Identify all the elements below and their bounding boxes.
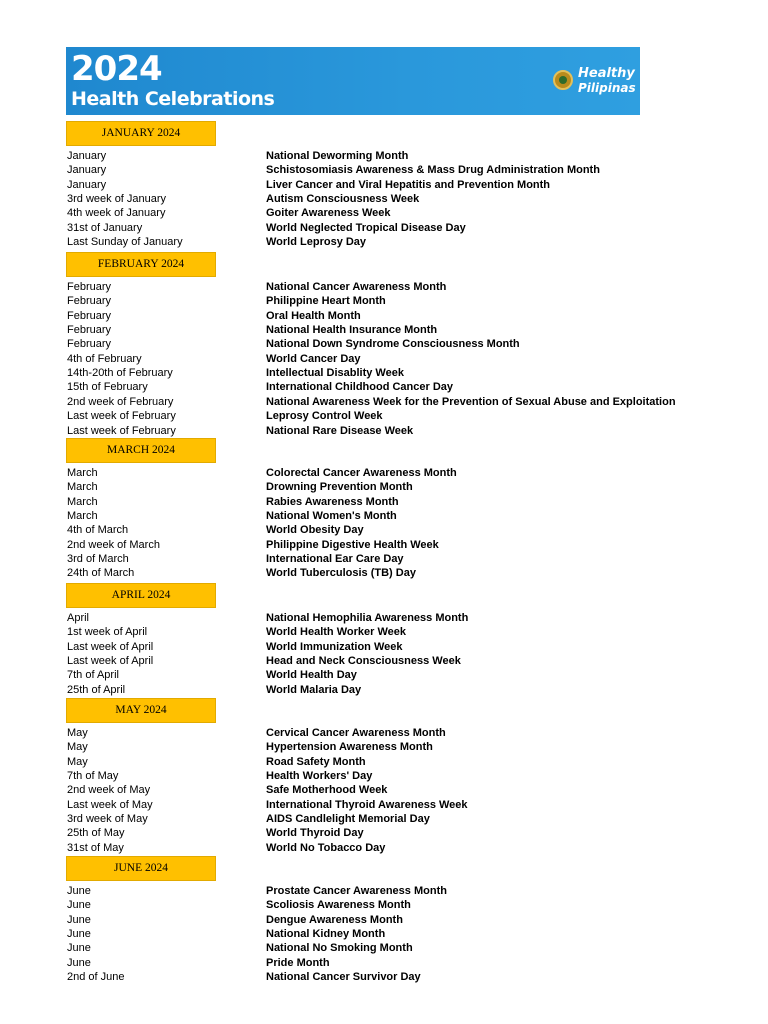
- celebration-date: 4th week of January: [67, 207, 166, 220]
- celebration-name: National Down Syndrome Consciousness Month: [266, 338, 520, 351]
- celebration-row: [67, 611, 707, 625]
- month-header: FEBRUARY 2024: [66, 252, 216, 277]
- celebration-name: Colorectal Cancer Awareness Month: [266, 467, 457, 479]
- celebration-date: June: [67, 885, 91, 897]
- celebration-row: [67, 726, 707, 740]
- celebration-date: May: [67, 727, 88, 739]
- celebration-name: International Childhood Cancer Day: [266, 381, 454, 394]
- celebration-date: March: [67, 467, 98, 479]
- celebration-row: [67, 566, 707, 580]
- celebration-row: [67, 683, 707, 697]
- celebration-name: Pride Month: [266, 956, 330, 969]
- celebration-date: 7th of May: [67, 770, 119, 783]
- celebration-date: 4th of March: [67, 524, 129, 537]
- celebration-date: January: [67, 178, 107, 191]
- celebration-row: [67, 552, 707, 566]
- celebration-date: Last week of May: [67, 798, 153, 811]
- celebration-name: World No Tobacco Day: [266, 841, 386, 854]
- celebration-date: Last week of February: [67, 410, 176, 423]
- celebration-name: World Immunization Week: [266, 640, 403, 653]
- celebration-date: 15th of February: [67, 381, 148, 394]
- celebration-name: Road Safety Month: [266, 755, 366, 768]
- celebration-date: 1st week of April: [67, 626, 148, 639]
- celebration-row: [67, 884, 707, 898]
- celebration-row: [67, 654, 707, 668]
- celebration-name: Cervical Cancer Awareness Month: [266, 727, 446, 739]
- celebration-name: National Health Insurance Month: [266, 324, 438, 337]
- celebration-name: Philippine Heart Month: [266, 295, 386, 308]
- celebration-date: 3rd of March: [67, 553, 129, 566]
- celebration-name: World Cancer Day: [266, 352, 361, 365]
- celebration-date: February: [67, 281, 112, 293]
- banner-title: Health Celebrations: [71, 88, 275, 110]
- celebration-name: World Tuberculosis (TB) Day: [266, 567, 416, 580]
- celebration-date: April: [67, 612, 90, 624]
- celebration-row: [67, 509, 707, 523]
- celebration-name: Head and Neck Consciousness Week: [266, 655, 461, 668]
- celebration-date: Last Sunday of January: [67, 236, 183, 249]
- celebration-date: March: [67, 481, 98, 494]
- celebration-date: May: [67, 755, 88, 768]
- doh-seal-icon: [553, 70, 573, 90]
- healthy-pilipinas-logo: [578, 67, 638, 95]
- celebration-date: June: [67, 899, 91, 912]
- celebration-row: [67, 841, 707, 855]
- celebration-name: Safe Motherhood Week: [266, 784, 388, 797]
- celebration-row: [67, 424, 707, 438]
- celebration-row: [67, 927, 707, 941]
- celebration-date: February: [67, 324, 112, 337]
- celebration-date: March: [67, 510, 98, 523]
- celebration-name: International Ear Care Day: [266, 553, 404, 566]
- celebration-row: [67, 366, 707, 380]
- celebration-date: 4th of February: [67, 352, 142, 365]
- celebration-row: [67, 812, 707, 826]
- celebration-name: National Rare Disease Week: [266, 424, 414, 437]
- celebration-name: International Thyroid Awareness Week: [266, 798, 468, 811]
- celebration-row: [67, 380, 707, 394]
- celebration-date: 7th of April: [67, 669, 119, 682]
- celebration-date: January: [67, 150, 107, 162]
- celebration-row: [67, 956, 707, 970]
- celebration-row: [67, 625, 707, 639]
- celebration-row: [67, 235, 707, 249]
- celebration-name: World Neglected Tropical Disease Day: [266, 221, 466, 234]
- celebration-name: Scoliosis Awareness Month: [266, 899, 411, 912]
- celebration-date: 3rd week of May: [67, 813, 148, 826]
- celebration-date: 14th-20th of February: [67, 367, 173, 380]
- month-header: MARCH 2024: [66, 438, 216, 463]
- celebration-name: AIDS Candlelight Memorial Day: [266, 813, 430, 826]
- celebration-row: [67, 798, 707, 812]
- celebration-name: Goiter Awareness Week: [266, 207, 391, 220]
- celebration-date: February: [67, 295, 112, 308]
- celebration-row: [67, 352, 707, 366]
- celebration-date: June: [67, 956, 91, 969]
- celebration-row: [67, 826, 707, 840]
- celebration-date: 2nd week of May: [67, 784, 151, 797]
- celebration-name: World Thyroid Day: [266, 827, 364, 840]
- celebration-date: January: [67, 164, 107, 177]
- logo-line-2: Pilipinas: [578, 81, 636, 95]
- banner-year: 2024: [71, 49, 162, 89]
- celebration-name: Health Workers' Day: [266, 770, 373, 783]
- celebration-date: 31st of May: [67, 841, 124, 854]
- celebration-name: National Hemophilia Awareness Month: [266, 612, 469, 624]
- celebration-row: [67, 495, 707, 509]
- celebration-date: February: [67, 309, 112, 322]
- celebration-row: [67, 755, 707, 769]
- celebration-row: [67, 149, 707, 163]
- logo-line-1: Healthy: [578, 66, 635, 81]
- celebration-name: World Leprosy Day: [266, 236, 367, 249]
- celebration-date: Last week of April: [67, 655, 154, 668]
- celebration-date: 25th of May: [67, 827, 125, 840]
- celebration-name: Philippine Digestive Health Week: [266, 538, 439, 551]
- celebration-name: Hypertension Awareness Month: [266, 741, 433, 754]
- celebration-name: Liver Cancer and Viral Hepatitis and Prevention Month: [266, 178, 551, 191]
- celebration-row: [67, 898, 707, 912]
- header-banner: [66, 47, 640, 115]
- celebration-date: May: [67, 741, 88, 754]
- celebration-date: 24th of March: [67, 567, 135, 580]
- celebration-name: National Women's Month: [266, 510, 397, 523]
- celebration-name: National Awareness Week for the Prevention of Sexual Abuse and Exploitation: [266, 395, 676, 408]
- celebration-date: March: [67, 495, 98, 508]
- celebration-name: World Malaria Day: [266, 683, 362, 696]
- celebration-row: [67, 769, 707, 783]
- celebration-row: [67, 523, 707, 537]
- celebration-row: [67, 538, 707, 552]
- celebration-row: [67, 309, 707, 323]
- celebration-name: Autism Consciousness Week: [266, 193, 420, 206]
- celebration-date: 2nd week of February: [67, 395, 174, 408]
- celebration-name: Rabies Awareness Month: [266, 495, 399, 508]
- celebration-date: 2nd week of March: [67, 538, 160, 551]
- celebration-date: 31st of January: [67, 221, 143, 234]
- celebration-row: [67, 480, 707, 494]
- celebration-name: Dengue Awareness Month: [266, 913, 403, 926]
- celebration-row: [67, 206, 707, 220]
- celebration-row: [67, 294, 707, 308]
- celebration-row: [67, 337, 707, 351]
- celebration-row: [67, 221, 707, 235]
- celebration-name: Schistosomiasis Awareness & Mass Drug Administration Month: [266, 164, 600, 177]
- celebration-name: Oral Health Month: [266, 309, 361, 322]
- celebration-date: June: [67, 928, 91, 941]
- celebration-name: World Obesity Day: [266, 524, 364, 537]
- celebration-row: [67, 192, 707, 206]
- celebration-row: [67, 941, 707, 955]
- celebration-date: Last week of April: [67, 640, 154, 653]
- celebration-name: National Kidney Month: [266, 928, 386, 941]
- celebration-row: [67, 640, 707, 654]
- celebration-date: June: [67, 942, 91, 955]
- celebration-row: [67, 783, 707, 797]
- celebration-date: 25th of April: [67, 683, 126, 696]
- month-header: APRIL 2024: [66, 583, 216, 608]
- celebration-row: [67, 280, 707, 294]
- celebration-name: National No Smoking Month: [266, 942, 413, 955]
- celebration-name: Drowning Prevention Month: [266, 481, 413, 494]
- month-header: JANUARY 2024: [66, 121, 216, 146]
- celebration-name: Prostate Cancer Awareness Month: [266, 885, 447, 897]
- month-header: JUNE 2024: [66, 856, 216, 881]
- celebration-date: 3rd week of January: [67, 193, 167, 206]
- celebration-name: National Deworming Month: [266, 150, 409, 162]
- celebration-row: [67, 409, 707, 423]
- celebration-name: National Cancer Awareness Month: [266, 281, 447, 293]
- celebration-date: February: [67, 338, 112, 351]
- celebration-name: Intellectual Disablity Week: [266, 367, 404, 380]
- celebration-row: [67, 668, 707, 682]
- celebration-name: World Health Day: [266, 669, 357, 682]
- celebration-row: [67, 740, 707, 754]
- celebration-name: Leprosy Control Week: [266, 410, 383, 423]
- celebration-date: Last week of February: [67, 424, 176, 437]
- celebration-name: National Cancer Survivor Day: [266, 971, 421, 984]
- celebration-name: World Health Worker Week: [266, 626, 406, 639]
- month-header: MAY 2024: [66, 698, 216, 723]
- celebration-row: [67, 970, 707, 984]
- celebration-date: June: [67, 913, 91, 926]
- celebration-row: [67, 163, 707, 177]
- celebration-row: [67, 913, 707, 927]
- celebration-row: [67, 323, 707, 337]
- celebration-row: [67, 395, 707, 409]
- celebration-row: [67, 466, 707, 480]
- celebration-row: [67, 178, 707, 192]
- celebration-date: 2nd of June: [67, 971, 125, 984]
